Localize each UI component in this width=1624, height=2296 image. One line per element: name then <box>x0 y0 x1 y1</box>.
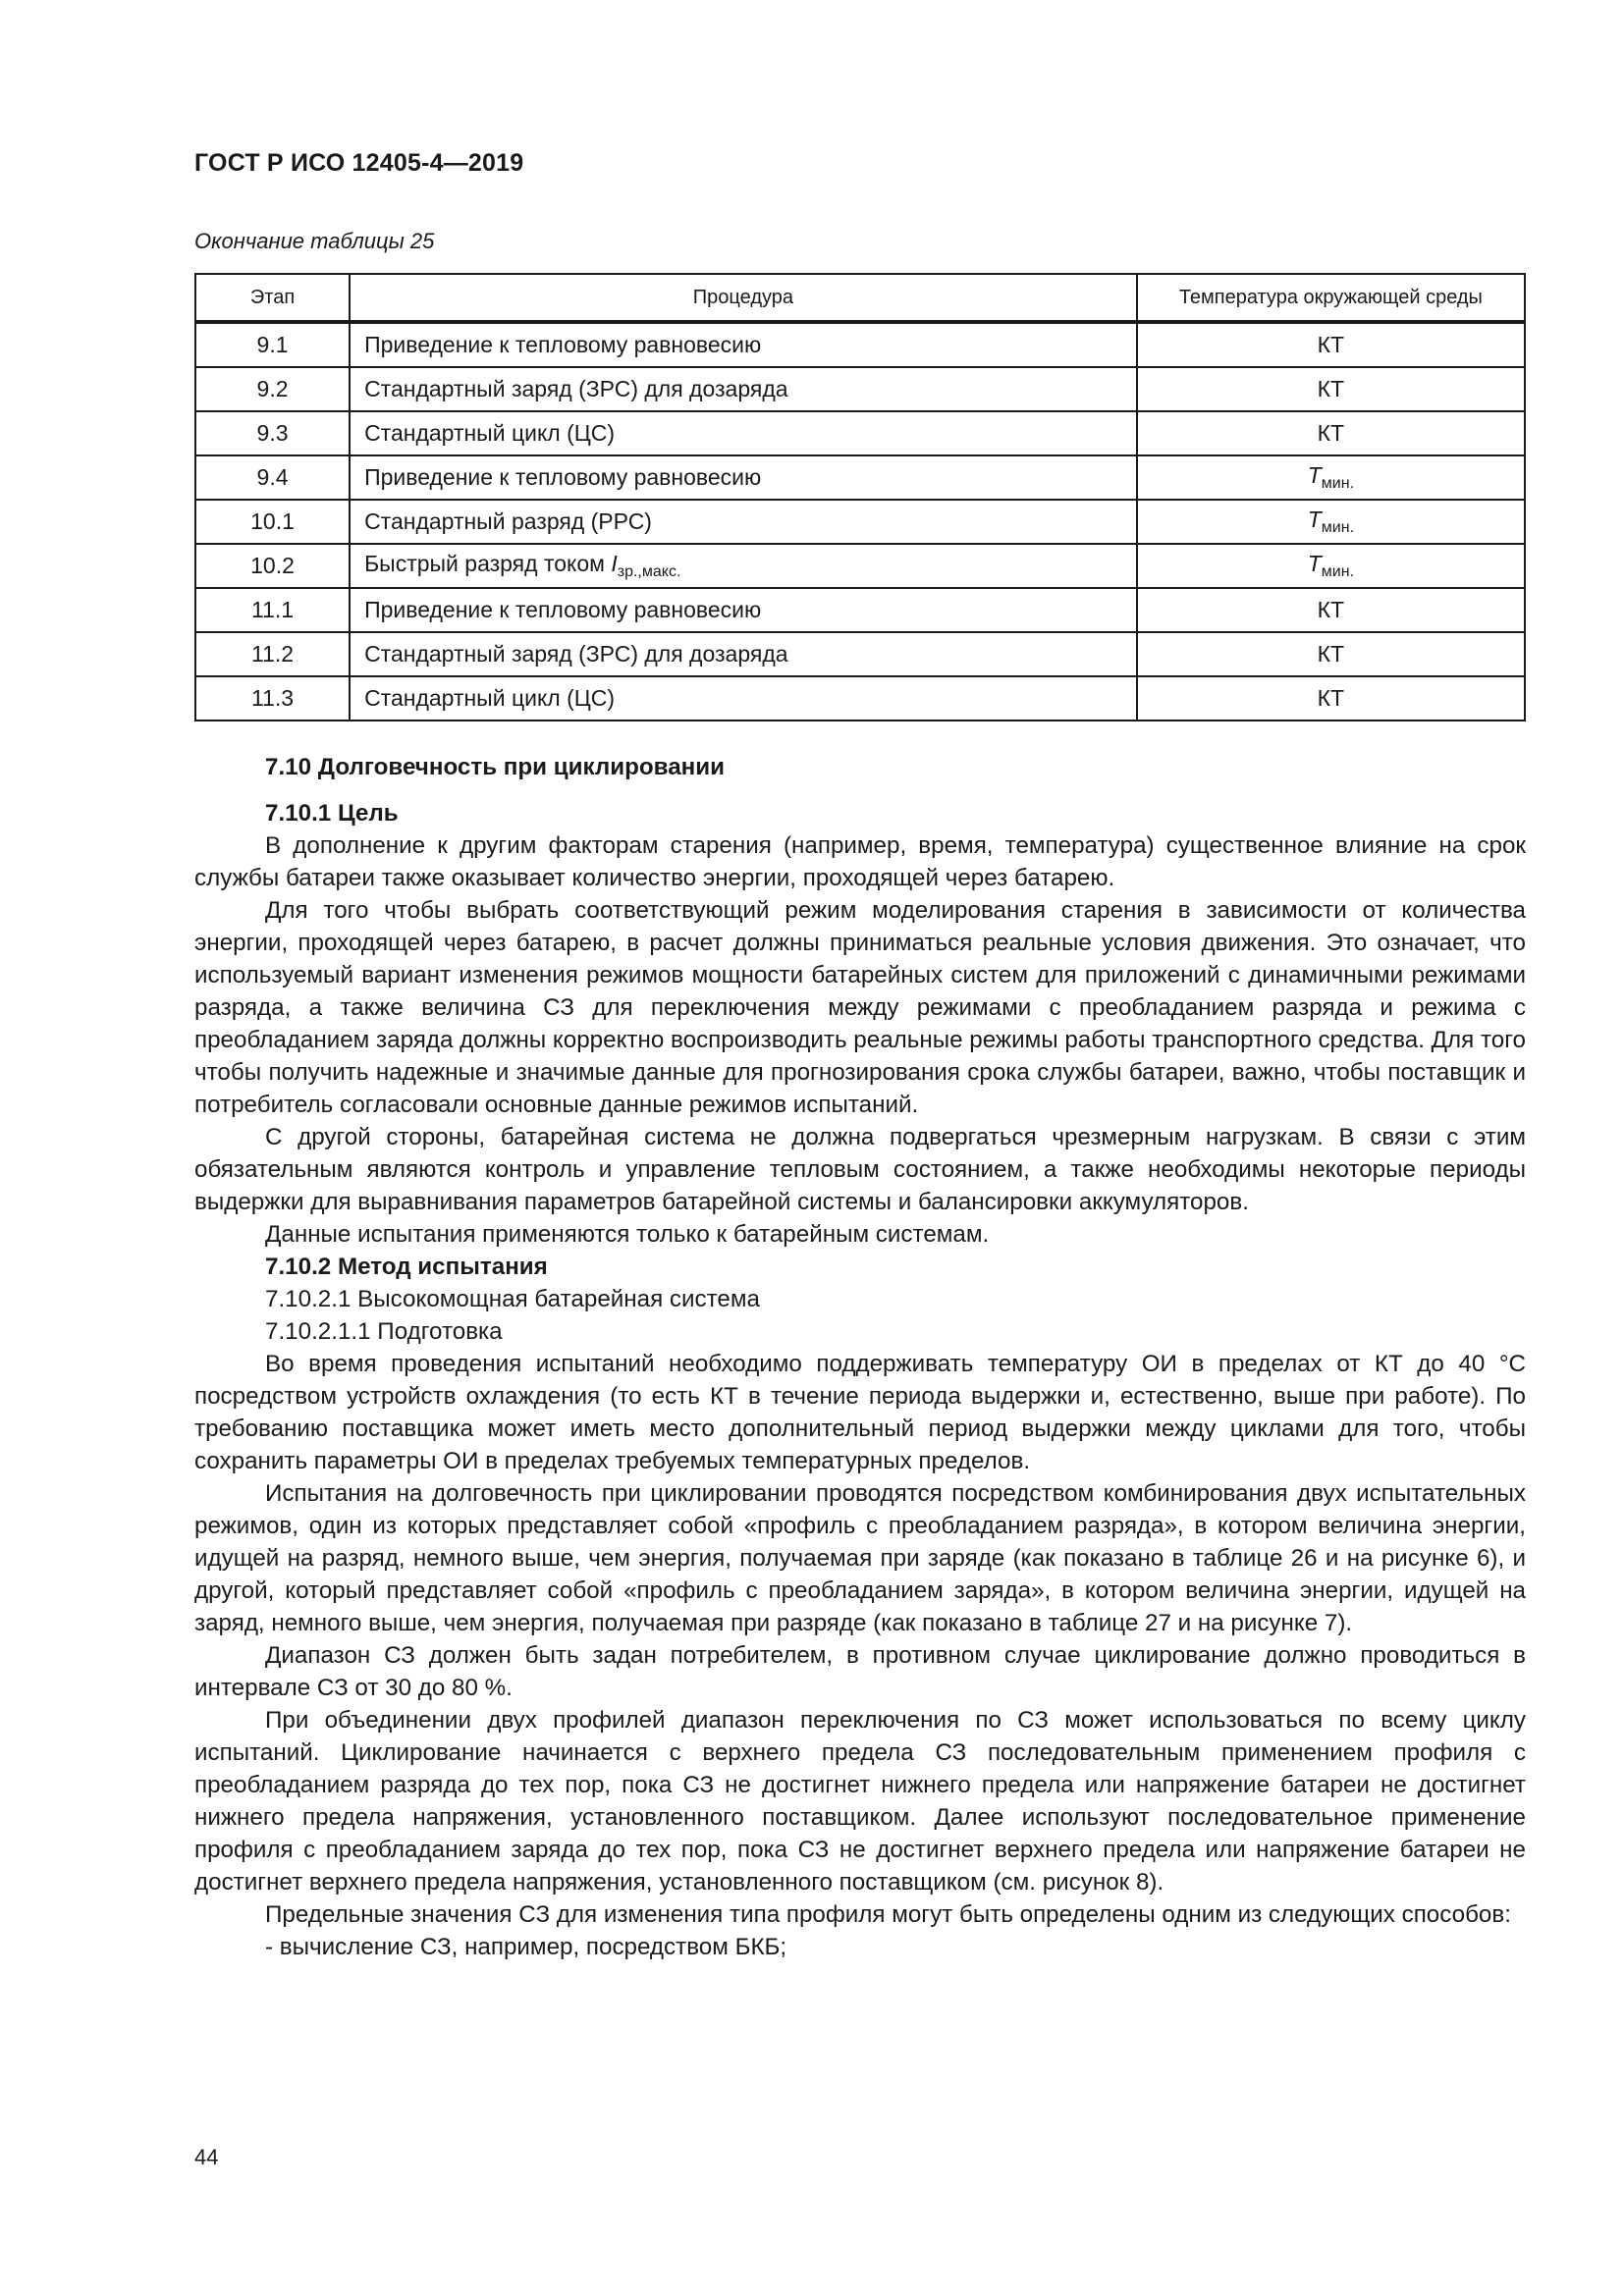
paragraph: Данные испытания применяются только к батарейным системам. <box>265 1221 990 1248</box>
section-heading-7-10-1: 7.10.1 Цель <box>265 800 399 827</box>
cell-procedure: Приведение к тепловому равновесию <box>350 588 1137 632</box>
cell-stage: 9.1 <box>195 322 350 367</box>
table-row <box>195 676 1525 721</box>
temp-symbol: T <box>1307 462 1322 488</box>
table-caption: Окончание таблицы 25 <box>194 229 435 253</box>
cell-procedure: Приведение к тепловому равновесию <box>350 322 1137 367</box>
cell-procedure: Стандартный заряд (ЗРС) для дозаряда <box>350 367 1137 411</box>
cell-procedure: Стандартный цикл (ЦС) <box>350 676 1137 721</box>
cell-stage: 10.2 <box>195 544 350 588</box>
cell-stage: 11.1 <box>195 588 350 632</box>
cell-procedure: Стандартный разряд (РРС) <box>350 500 1137 544</box>
table-row <box>195 544 1525 588</box>
cell-procedure: Приведение к тепловому равновесию <box>350 455 1137 500</box>
cell-stage: 11.2 <box>195 632 350 676</box>
cell-stage: 9.2 <box>195 367 350 411</box>
paragraph: Испытания на долговечность при циклировании проводятся посредством комбинирования двух испытательных режимов, один из которых представляет собой «профиль с преобладанием разряда», в котором величина энергии, идущей на разряд, немного выше, чем энергия, получаемая при заряде (как показано в таблице 26 и на рисунке 6), и другой, который представляет собой «профиль с преобладанием заряда», в котором величина энергии, идущей на заряд, немного выше, чем энергия, получаемая при разряде (как показано в таблице 27 и на рисунке 7). <box>194 1480 1526 1636</box>
cell-temperature: КТ <box>1137 676 1525 721</box>
table-row <box>195 455 1525 500</box>
paragraph: Диапазон СЗ должен быть задан потребителем, в противном случае циклирование должно проводиться в интервале СЗ от 30 до 80 %. <box>194 1642 1526 1701</box>
temp-subscript: мин. <box>1321 563 1355 580</box>
subsection-heading-7-10-2-1-1: 7.10.2.1.1 Подготовка <box>265 1318 503 1345</box>
paragraph: Предельные значения СЗ для изменения типа профиля могут быть определены одним из следующих способов: <box>265 1901 1511 1928</box>
cell-stage: 11.3 <box>195 676 350 721</box>
cell-temperature: КТ <box>1137 588 1525 632</box>
table-25-end <box>194 273 1526 721</box>
section-heading-7-10-2: 7.10.2 Метод испытания <box>265 1254 548 1280</box>
procedure-text: Быстрый разряд током <box>364 551 612 576</box>
cell-temperature: КТ <box>1137 411 1525 455</box>
cell-temperature: КТ <box>1137 322 1525 367</box>
temp-symbol: T <box>1307 507 1322 532</box>
table-row <box>195 411 1525 455</box>
column-header-stage: Этап <box>195 274 350 322</box>
list-item: - вычисление СЗ, например, посредством БКБ; <box>265 1934 787 1960</box>
table-row <box>195 367 1525 411</box>
cell-temperature <box>1137 544 1525 588</box>
subsection-heading-7-10-2-1: 7.10.2.1 Высокомощная батарейная система <box>265 1286 760 1312</box>
paragraph: При объединении двух профилей диапазон переключения по СЗ может использоваться по всему циклу испытаний. Циклирование начинается с верхнего предела СЗ последовательным применением профиля с преобладанием разряда до тех пор, пока СЗ не достигнет нижнего предела или напряжение батареи не достигнет нижнего предела напряжения, установленного поставщиком. Далее используют последовательное применение профиля с преобладанием заряда до тех пор, пока СЗ не достигнет верхнего предела или напряжение батареи не достигнет верхнего предела напряжения, установленного поставщиком (см. рисунок 8). <box>194 1707 1526 1896</box>
body-text <box>194 751 1526 1963</box>
paragraph: Для того чтобы выбрать соответствующий режим моделирования старения в зависимости от количества энергии, проходящей через батарею, в расчет должны приниматься реальные условия движения. Это означает, что используемый вариант изменения режимов мощности батарейных систем для приложений с динамичными режимами разряда, а также величина СЗ для переключения между режимами с преобладанием разряда и режима с преобладанием заряда должны корректно воспроизводить реальные режимы работы транспортного средства. Для того чтобы получить надежные и значимые данные для прогнозирования срока службы батареи, важно, чтобы поставщик и потребитель согласовали основные данные режимов испытаний. <box>194 897 1526 1118</box>
cell-stage: 9.4 <box>195 455 350 500</box>
cell-temperature: КТ <box>1137 632 1525 676</box>
section-heading-7-10: 7.10 Долговечность при циклировании <box>265 754 726 780</box>
cell-temperature <box>1137 500 1525 544</box>
column-header-temperature: Температура окружающей среды <box>1137 274 1525 322</box>
table-row <box>195 632 1525 676</box>
column-header-procedure: Процедура <box>350 274 1137 322</box>
table-row <box>195 588 1525 632</box>
cell-procedure <box>350 544 1137 588</box>
current-subscript: зр.,макс. <box>617 563 681 580</box>
temp-subscript: мин. <box>1321 519 1355 536</box>
cell-temperature <box>1137 455 1525 500</box>
cell-procedure: Стандартный цикл (ЦС) <box>350 411 1137 455</box>
temp-subscript: мин. <box>1321 475 1355 492</box>
cell-procedure: Стандартный заряд (ЗРС) для дозаряда <box>350 632 1137 676</box>
current-symbol: I <box>611 551 618 576</box>
cell-stage: 10.1 <box>195 500 350 544</box>
temp-symbol: T <box>1307 551 1322 576</box>
cell-temperature: КТ <box>1137 367 1525 411</box>
table-header-row <box>195 274 1525 322</box>
page-number: 44 <box>194 2145 219 2169</box>
cell-stage: 9.3 <box>195 411 350 455</box>
document-header: ГОСТ Р ИСО 12405-4—2019 <box>194 149 524 177</box>
paragraph: С другой стороны, батарейная система не должна подвергаться чрезмерным нагрузкам. В связи с этим обязательным являются контроль и управление тепловым состоянием, а также необходимы некоторые периоды выдержки для выравнивания параметров батарейной системы и балансировки аккумуляторов. <box>194 1124 1526 1215</box>
table-row <box>195 322 1525 367</box>
table-row <box>195 500 1525 544</box>
paragraph: Во время проведения испытаний необходимо поддерживать температуру ОИ в пределах от КТ до 40 °С посредством устройств охлаждения (то есть КТ в течение периода выдержки и, естественно, выше при работе). По требованию поставщика может иметь место дополнительный период выдержки между циклами для того, чтобы сохранить параметры ОИ в пределах требуемых температурных пределов. <box>194 1351 1526 1474</box>
paragraph: В дополнение к другим факторам старения (например, время, температура) существенное влияние на срок службы батареи также оказывает количество энергии, проходящей через батарею. <box>194 832 1526 891</box>
